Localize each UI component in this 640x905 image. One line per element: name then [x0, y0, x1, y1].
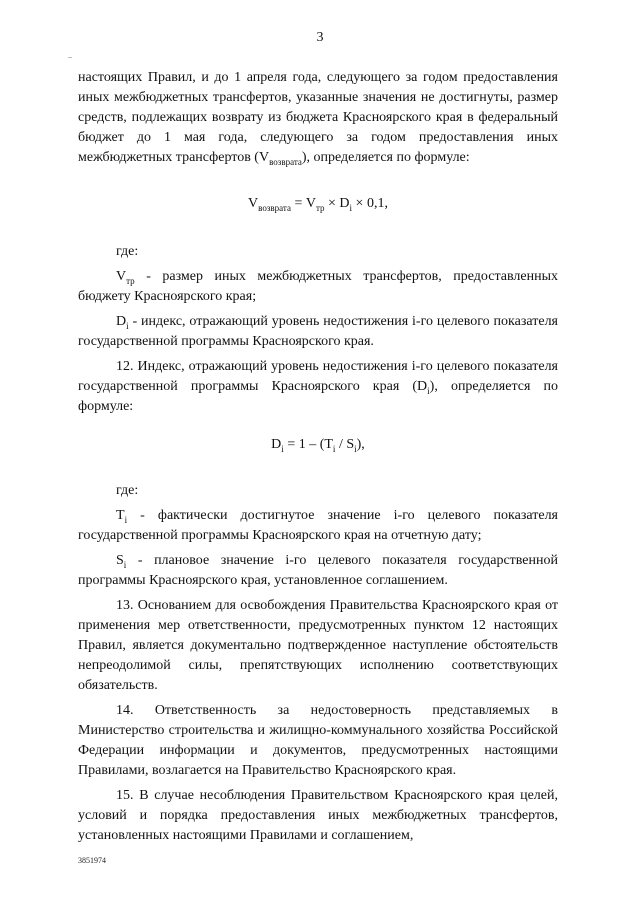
definition-vtr: $V_{тр}$ - размер иных межбюджетных трансфертов, предоставленных бюджету Красноярского края; [78, 269, 558, 304]
margin-mark: – [68, 52, 72, 61]
definition-ti: $T_i$ - фактически достигнутое значение i-го целевого показателя государственной программы Красноярского края на отчетную дату; [78, 508, 558, 543]
paragraph-15: 15. В случае несоблюдения Правительством Красноярского края целей, условий и порядка предоставления иных межбюджетных трансфертов, установленных настоящими Правилами и соглашением, [78, 788, 558, 843]
page-number: 3 [316, 30, 324, 45]
paragraph-12: 12. Индекс, отражающий уровень недостижения i-го целевого показателя государственной программы Красноярского края $(D_i)$, определяется по формуле: [78, 359, 558, 414]
definition-di: $D_i$ - индекс, отражающий уровень недостижения i-го целевого показателя государственной программы Красноярского края. [78, 314, 558, 349]
paragraph-11-continuation: настоящих Правил, и до 1 апреля года, следующего за годом предоставления иных межбюджетных трансфертов, указанные значения не достигнуты, размер средств, подлежащих возврату из бюджета Красноярского края в федеральный бюджет до 1 мая года, следующего за годом предоставления иных межбюджетных трансфертов $(V_{возврата})$, определяется по формуле: [78, 70, 558, 167]
document-code: 3851974 [78, 856, 106, 865]
where-label-2: где: [116, 483, 139, 498]
document-body [78, 68, 558, 851]
formula-vozvrata: $V_{возврата} = V_{тр} \times D_i \times 0,1$, [248, 196, 388, 213]
definition-si: $S_i$ - плановое значение i-го целевого показателя государственной программы Красноярского края, установленное соглашением. [78, 553, 558, 588]
formula-di: $D_i = 1 - (T_i / S_i)$, [271, 437, 365, 454]
paragraph-13: 13. Основанием для освобождения Правительства Красноярского края от применения мер ответственности, предусмотренных пунктом 12 настоящих Правил, является документально подтвержденное наступление обстоятельств непреодолимой силы, препятствующих исполнению соответствующих обязательств. [78, 598, 558, 693]
where-label-1: где: [116, 244, 139, 259]
paragraph-14: 14. Ответственность за недостоверность представляемых в Министерство строительства и жилищно-коммунального хозяйства Российской Федерации информации и документов, предусмотренных настоящими Правилами, возлагается на Правительство Красноярского края. [78, 703, 558, 778]
